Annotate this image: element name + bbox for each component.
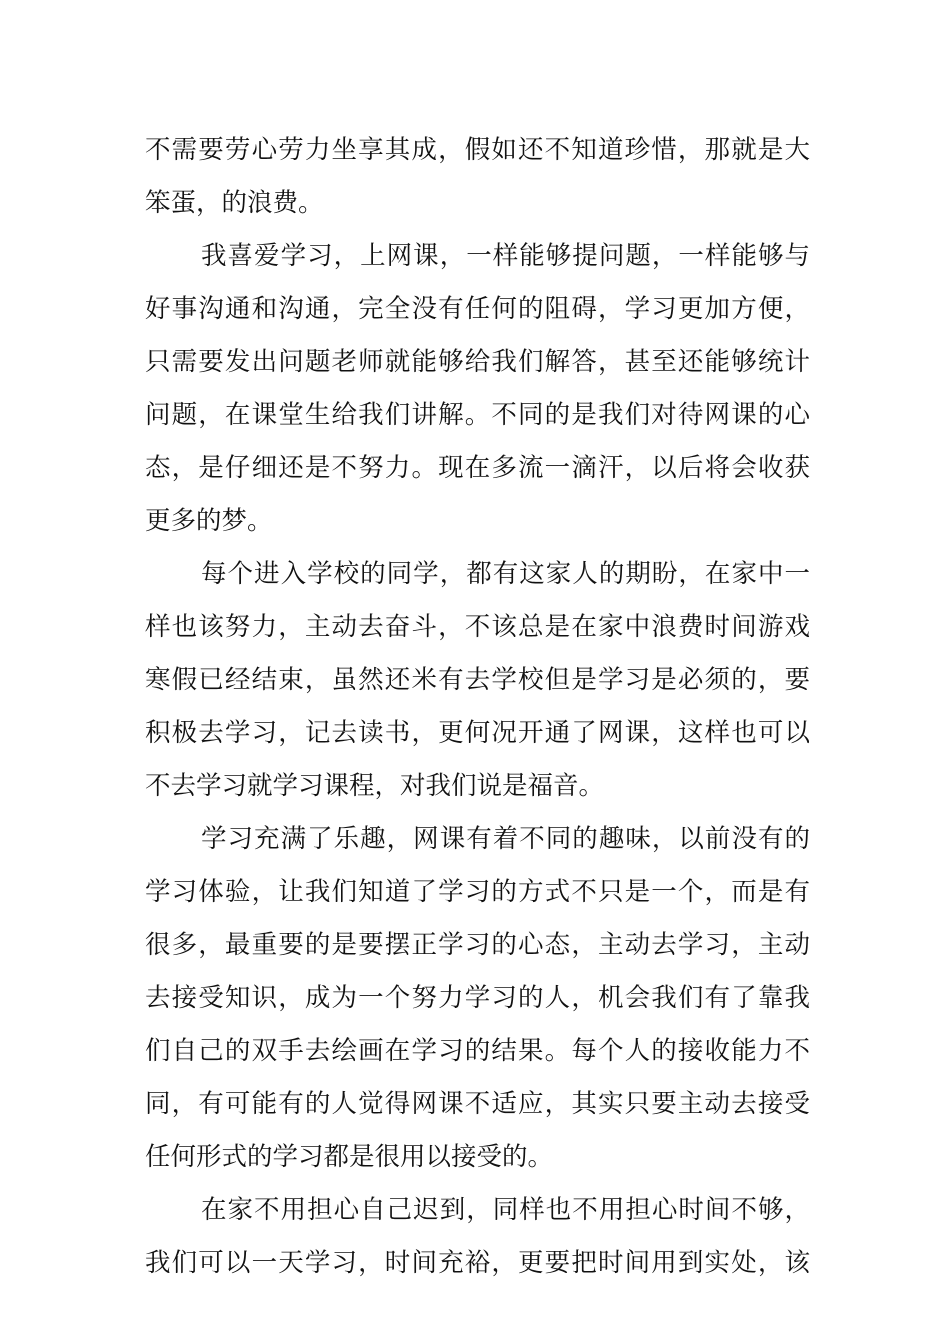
text-line: 不去学习就学习课程，对我们说是福音。 <box>145 771 605 801</box>
text-line: 问题，在课堂生给我们讲解。不同的是我们对待网课的心 <box>145 400 810 430</box>
text-line: 学习体验，让我们知道了学习的方式不只是一个，而是有 <box>145 877 810 907</box>
text-line: 积极去学习，记去读书，更何况开通了网课，这样也可以 <box>145 718 810 748</box>
text-line: 更多的梦。 <box>145 506 273 536</box>
text-line: 每个进入学校的同学，都有这家人的期盼，在家中一 <box>201 559 810 589</box>
text-line: 寒假已经结束，虽然还米有去学校但是学习是必须的，要 <box>145 665 810 695</box>
text-line: 不需要劳心劳力坐享其成，假如还不知道珍惜，那就是大 <box>145 135 810 165</box>
text-line: 样也该努力，主动去奋斗，不该总是在家中浪费时间游戏 <box>145 612 810 642</box>
text-line: 态，是仔细还是不努力。现在多流一滴汗，以后将会收获 <box>145 453 810 483</box>
text-line: 我喜爱学习，上网课，一样能够提问题，一样能够与 <box>201 241 810 271</box>
body-text <box>145 124 810 1290</box>
text-line: 好事沟通和沟通，完全没有任何的阻碍，学习更加方便， <box>145 294 810 324</box>
text-line: 去接受知识，成为一个努力学习的人，机会我们有了靠我 <box>145 983 810 1013</box>
text-line: 很多，最重要的是要摆正学习的心态，主动去学习，主动 <box>145 930 810 960</box>
text-line: 只需要发出问题老师就能够给我们解答，甚至还能够统计 <box>145 347 810 377</box>
text-line: 在家不用担心自己迟到，同样也不用担心时间不够， <box>201 1195 810 1225</box>
text-line: 我们可以一天学习，时间充裕，更要把时间用到实处，该 <box>145 1248 810 1278</box>
text-line: 学习充满了乐趣，网课有着不同的趣味，以前没有的 <box>201 824 810 854</box>
text-line: 笨蛋，的浪费。 <box>145 188 324 218</box>
text-line: 同，有可能有的人觉得网课不适应，其实只要主动去接受 <box>145 1089 810 1119</box>
text-line: 们自己的双手去绘画在学习的结果。每个人的接收能力不 <box>145 1036 810 1066</box>
text-line: 任何形式的学习都是很用以接受的。 <box>145 1142 554 1172</box>
